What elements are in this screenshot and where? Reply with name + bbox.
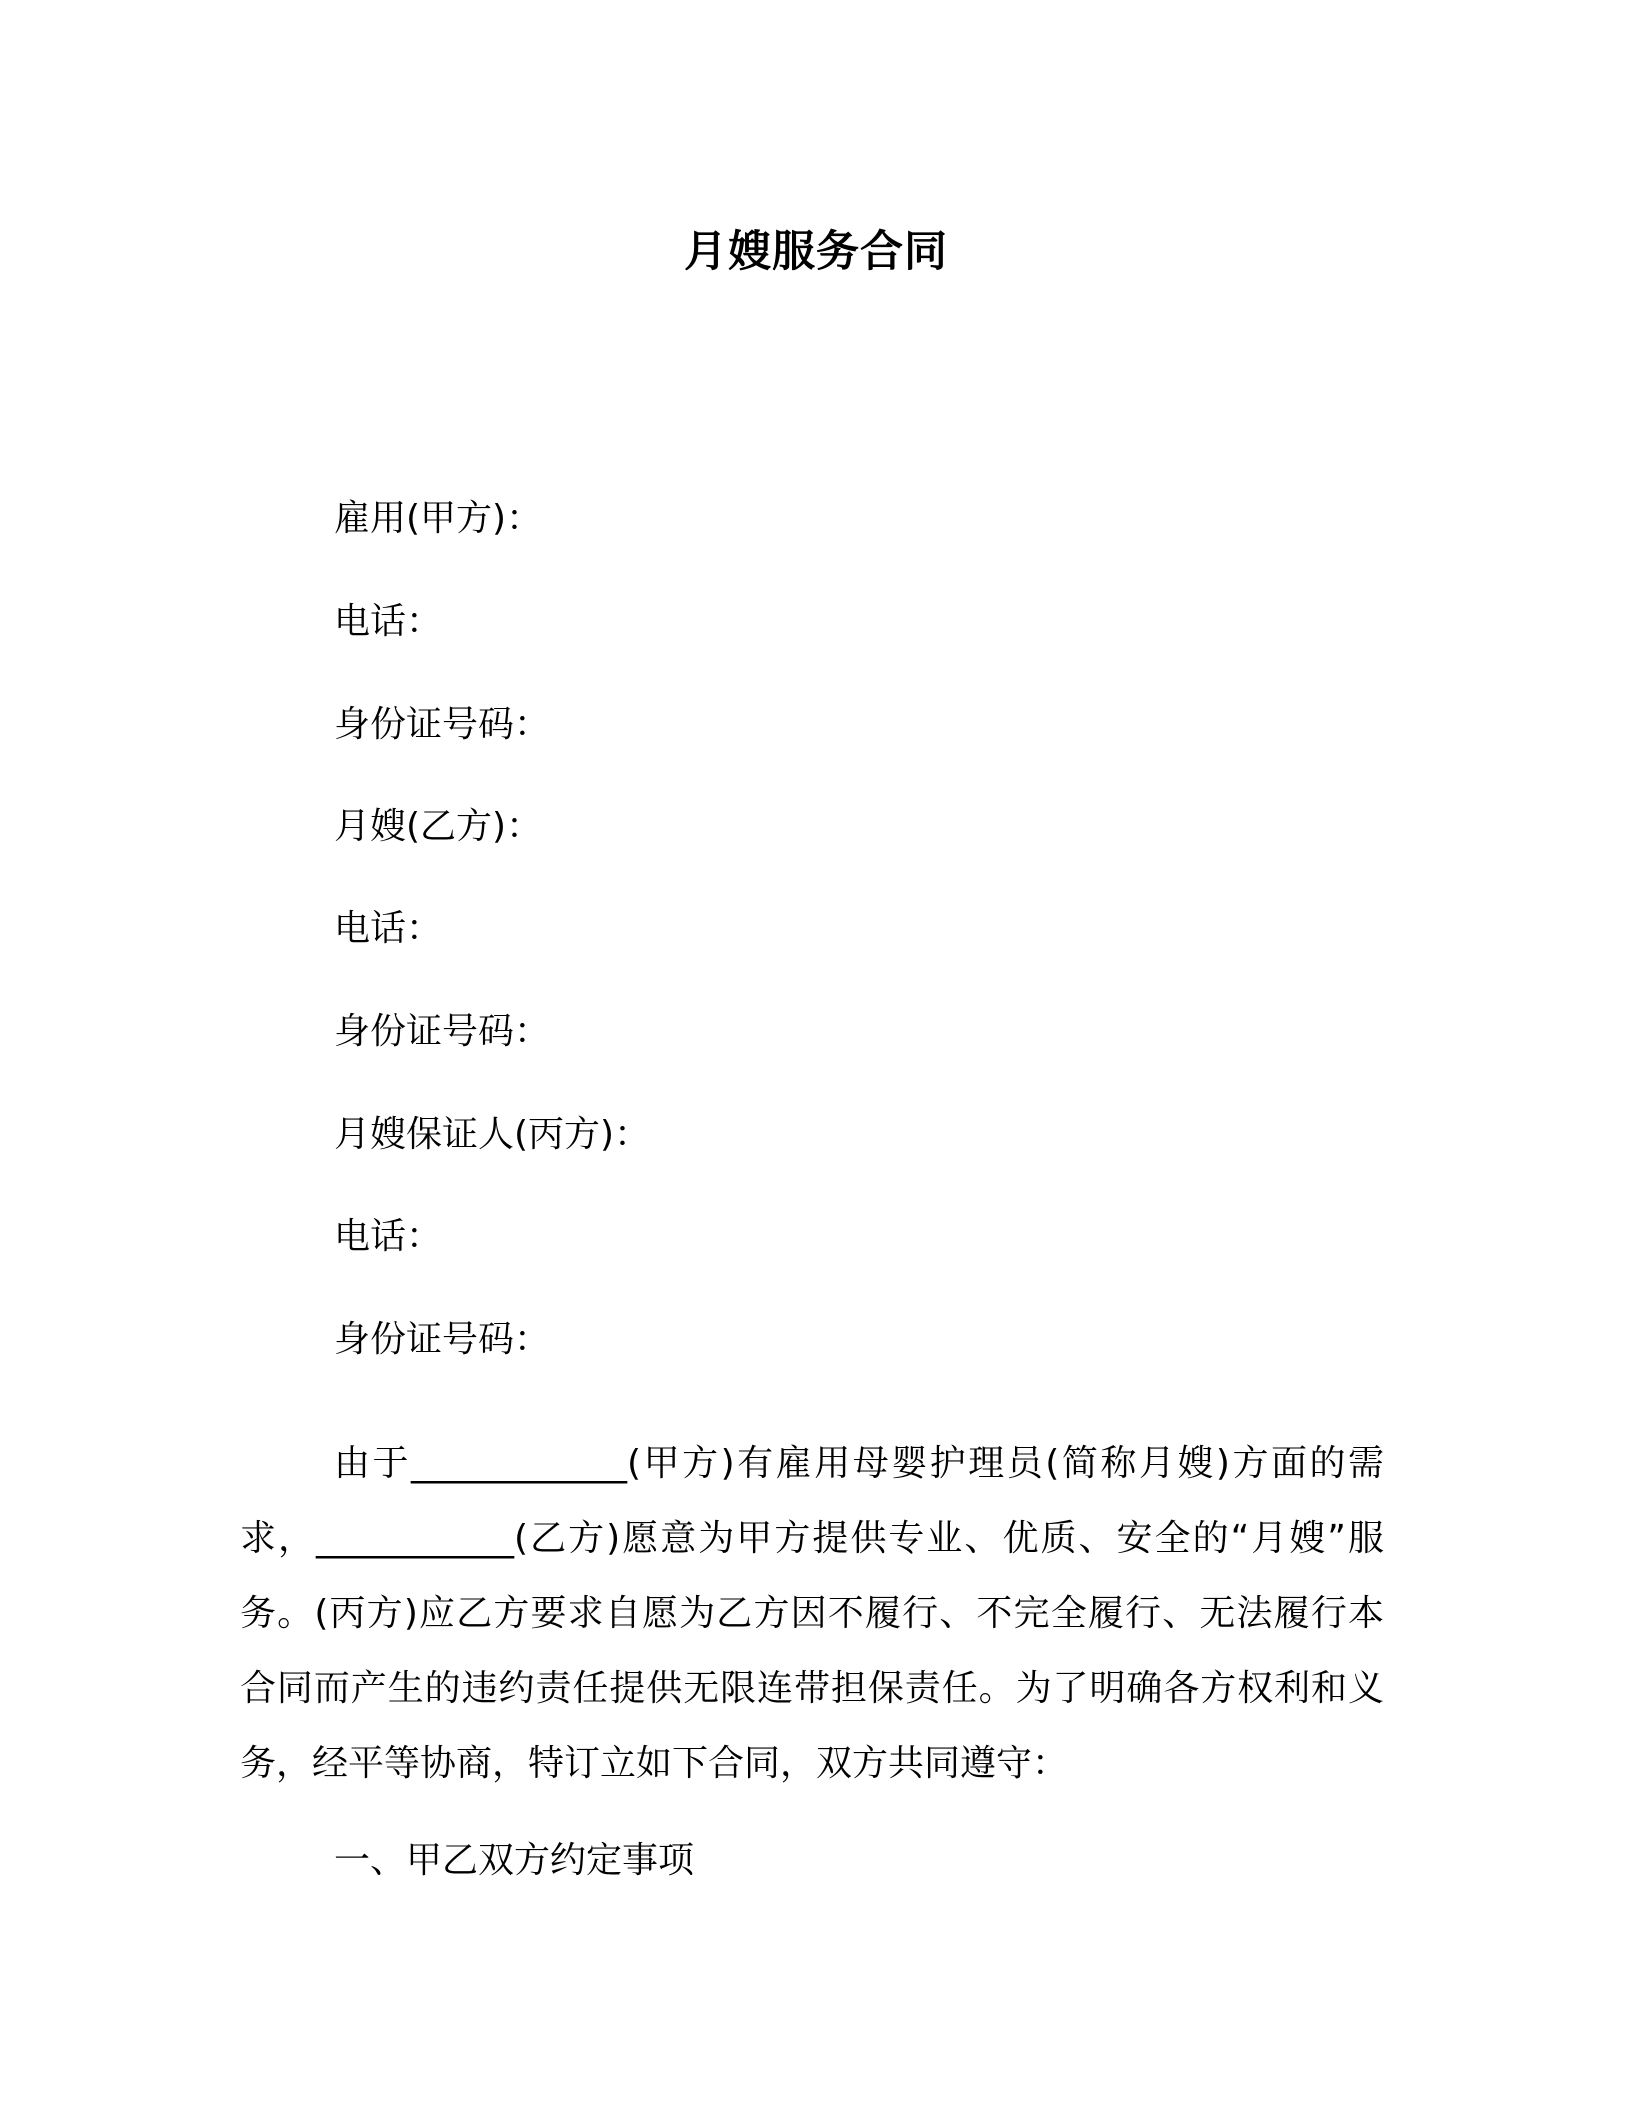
party-c-id-label: 身份证号码：: [334, 1319, 551, 1360]
section-heading: 一、甲乙双方约定事项: [334, 1840, 695, 1881]
party-c-phone-label: 电话：: [334, 1216, 443, 1257]
party-b-phone-label: 电话：: [334, 908, 443, 949]
party-c-name-label: 月嫂保证人(丙方)：: [334, 1114, 651, 1155]
party-a-id-label: 身份证号码：: [334, 704, 551, 745]
intro-paragraph: 由于____________(甲方)有雇用母婴护理员(简称月嫂)方面的需求，___________(乙方)愿意为甲方提供专业、优质、安全的“月嫂”服务。(丙方)应乙方要求自愿为乙方因不履行、不完全履行、无法履行本合同而产生的违约责任提供无限连带担保责任。为了明确各方权利和义务，经平等协商，特订立如下合同，双方共同遵守：: [240, 1443, 1384, 1784]
party-a-name-label: 雇用(甲方)：: [334, 498, 543, 539]
party-a-phone-label: 电话：: [334, 601, 443, 642]
document-title: 月嫂服务合同: [684, 227, 948, 277]
party-b-id-label: 身份证号码：: [334, 1011, 551, 1052]
party-b-name-label: 月嫂(乙方)：: [334, 806, 543, 847]
